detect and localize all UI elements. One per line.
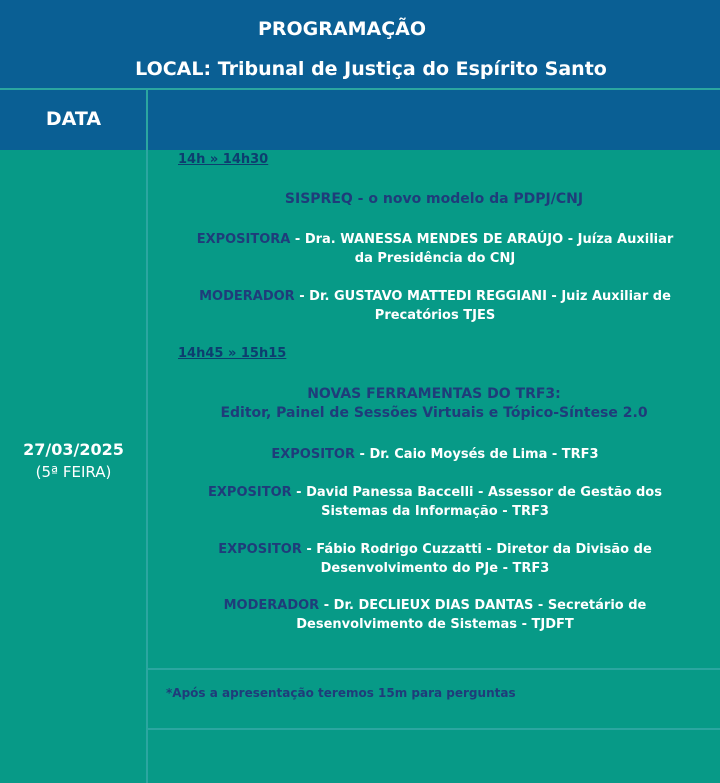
role-label: MODERADOR [223,598,320,613]
row-divider-note-bottom [148,728,720,730]
table-header-row [0,90,720,150]
session-1-title [148,190,720,209]
person-details: - Dra. WANESSA MENDES DE ARAÚJO - Juíza Auxiliar [290,232,674,247]
session-1-title-line: SISPREQ - o novo modelo da PDPJ/CNJ [284,191,584,207]
session-2-expositor-2 [170,483,700,521]
entry-line [170,230,700,249]
entry-line [170,596,700,615]
session-2-moderador [170,596,700,634]
session-1-time: 14h » 14h30 [178,152,269,167]
person-details: - David Panessa Baccelli - Assessor de Gestão dos [291,485,662,500]
entry-line-2: Desenvolvimento de Sistemas - TJDFT [296,617,574,632]
session-2-expositor-1 [170,445,700,464]
session-1-moderador [170,287,700,325]
person-details: - Dr. DECLIEUX DIAS DANTAS - Secretário de [319,598,647,613]
program-header [0,0,720,90]
person-details: - Dr. Caio Moysés de Lima - TRF3 [355,447,599,462]
person-details: - Dr. GUSTAVO MATTEDI REGGIANI - Juiz Auxiliar de [294,289,671,304]
session-2-title-line-1: NOVAS FERRAMENTAS DO TRF3: [307,386,561,402]
row-divider-note-top [148,668,720,670]
date-cell [0,440,147,481]
program-location: LOCAL: Tribunal de Justiça do Espírito Santo [135,58,607,80]
program-title: PROGRAMAÇÃO [257,18,427,40]
session-2-title-line-2: Editor, Painel de Sessões Virtuais e Tópico-Síntese 2.0 [220,405,648,421]
person-details: - Fábio Rodrigo Cuzzatti - Diretor da Divisão de [301,542,652,557]
entry-line [170,287,700,306]
footnote: *Após a apresentação teremos 15m para perguntas [166,686,516,700]
session-1-expositora [170,230,700,268]
entry-line-2: Desenvolvimento do PJe - TRF3 [320,561,550,576]
entry-line [170,445,700,464]
entry-line-2: Sistemas da Informação - TRF3 [321,504,549,519]
role-label: EXPOSITOR [218,542,302,557]
entry-line [170,540,700,559]
role-label: MODERADOR [199,289,295,304]
session-2-title [148,385,720,423]
entry-line [170,483,700,502]
role-label: EXPOSITOR [208,485,292,500]
entry-line-2: da Presidência do CNJ [354,251,516,266]
event-weekday: (5ª FEIRA) [35,463,112,481]
entry-line-2: Precatórios TJES [374,308,496,323]
role-label: EXPOSITOR [271,447,355,462]
session-2-time: 14h45 » 15h15 [178,346,287,361]
role-label: EXPOSITORA [196,232,291,247]
session-2-expositor-3 [170,540,700,578]
date-column-header: DATA [45,108,102,130]
event-date: 27/03/2025 [23,440,124,459]
